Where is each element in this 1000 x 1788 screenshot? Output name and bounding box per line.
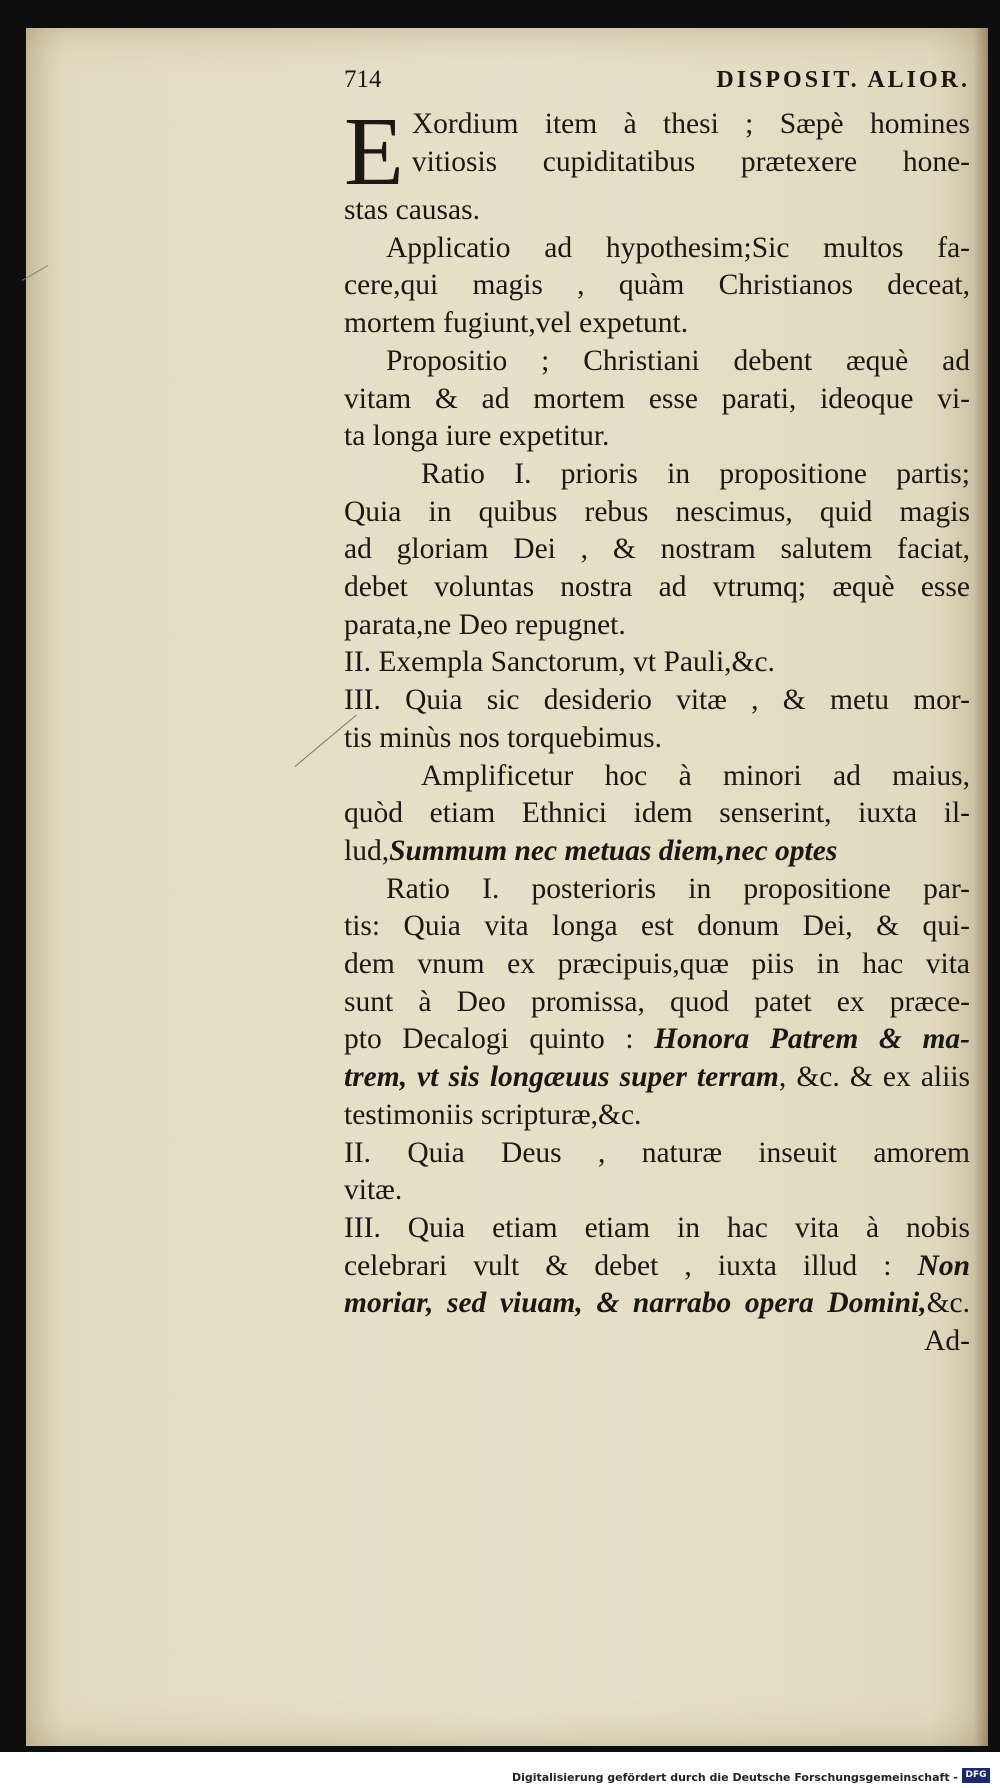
text-fragment: &c. — [926, 1287, 970, 1320]
text-fragment: celebrari vult & debet , iuxta illud : — [344, 1249, 918, 1282]
text-line-quote — [344, 1285, 970, 1323]
text-line: II. Quia Deus , naturæ inseuit amorem — [344, 1136, 970, 1169]
text-line: II. Exempla Sanctorum, vt Pauli,&c. — [344, 646, 775, 679]
text-line: Amplificetur hoc à minori ad maius, — [421, 759, 970, 792]
text-line: vitam & ad mortem esse parati, ideoque vi- — [344, 382, 970, 415]
catchword: Ad- — [924, 1325, 970, 1358]
italic-quotation: Non — [917, 1249, 970, 1282]
text-fragment: lud, — [344, 834, 390, 867]
text-fragment: , &c. & ex aliis — [778, 1061, 970, 1094]
text-line-quote — [344, 833, 970, 871]
text-line: Quia in quibus rebus nescimus, quid magis — [344, 495, 970, 528]
text-line: tis minùs nos torquebimus. — [344, 721, 662, 754]
paragraph-exordium — [344, 98, 970, 230]
page-edge-shadow — [974, 28, 988, 1746]
italic-quotation: moriar, sed viuam, & narrabo opera Domini, — [344, 1287, 927, 1320]
text-line: stas causas. — [344, 194, 480, 226]
running-header — [344, 66, 970, 106]
text-line: tis: Quia vita longa est donum Dei, & qui- — [344, 910, 970, 943]
text-line: Xordium item à thesi ; Sæpè homines — [411, 108, 970, 140]
text-line: parata,ne Deo repugnet. — [344, 608, 626, 641]
text-line: III. Quia etiam etiam in hac vita à nobis — [344, 1211, 970, 1244]
text-line-quote — [344, 1021, 970, 1059]
text-line: Ratio I. prioris in propositione partis; — [421, 457, 970, 490]
text-line: debet voluntas nostra ad vtrumq; æquè esse — [344, 571, 970, 604]
page-number: 714 — [344, 66, 382, 93]
italic-quotation: trem, vt sis longæuus super terram — [344, 1061, 779, 1094]
italic-quotation: Summum nec metuas diem,nec optes — [389, 834, 838, 867]
text-line: quòd etiam Ethnici idem senserint, iuxta il- — [344, 797, 970, 830]
text-line: sunt à Deo promissa, quod patet ex præce- — [344, 985, 970, 1018]
text-line: Ratio I. posterioris in propositione par- — [386, 872, 970, 905]
text-line: vitiosis cupiditatibus prætexere hone- — [411, 145, 970, 178]
running-title: DISPOSIT. ALIOR. — [716, 67, 970, 93]
text-line-quote — [344, 1059, 970, 1097]
dfg-logo: DFG — [962, 1768, 990, 1783]
text-line: testimoniis scripturæ,&c. — [344, 1098, 642, 1131]
text-line: ad gloriam Dei , & nostram salutem faciat, — [344, 533, 970, 566]
digitization-credit: Digitalisierung gefördert durch die Deutsche Forschungsgemeinschaft - — [511, 1771, 958, 1784]
drop-cap: E — [344, 98, 404, 206]
text-block — [344, 66, 970, 1361]
text-line: Propositio ; Christiani debent æquè ad — [386, 344, 970, 377]
text-line: dem vnum ex præcipuis,quæ piis in hac vita — [344, 948, 970, 981]
text-line: cere,qui magis , quàm Christianos deceat, — [344, 269, 970, 302]
text-line: Applicatio ad hypothesim;Sic multos fa- — [386, 231, 970, 264]
text-line-quote — [344, 1248, 970, 1286]
text-line: mortem fugiunt,vel expetunt. — [344, 307, 689, 340]
italic-quotation: Honora Patrem & ma- — [654, 1023, 970, 1056]
text-line: III. Quia sic desiderio vitæ , & metu mor- — [344, 684, 970, 717]
text-fragment: pto Decalogi quinto : — [344, 1023, 655, 1056]
text-line: vitæ. — [344, 1174, 403, 1207]
text-line: ta longa iure expetitur. — [344, 420, 610, 453]
